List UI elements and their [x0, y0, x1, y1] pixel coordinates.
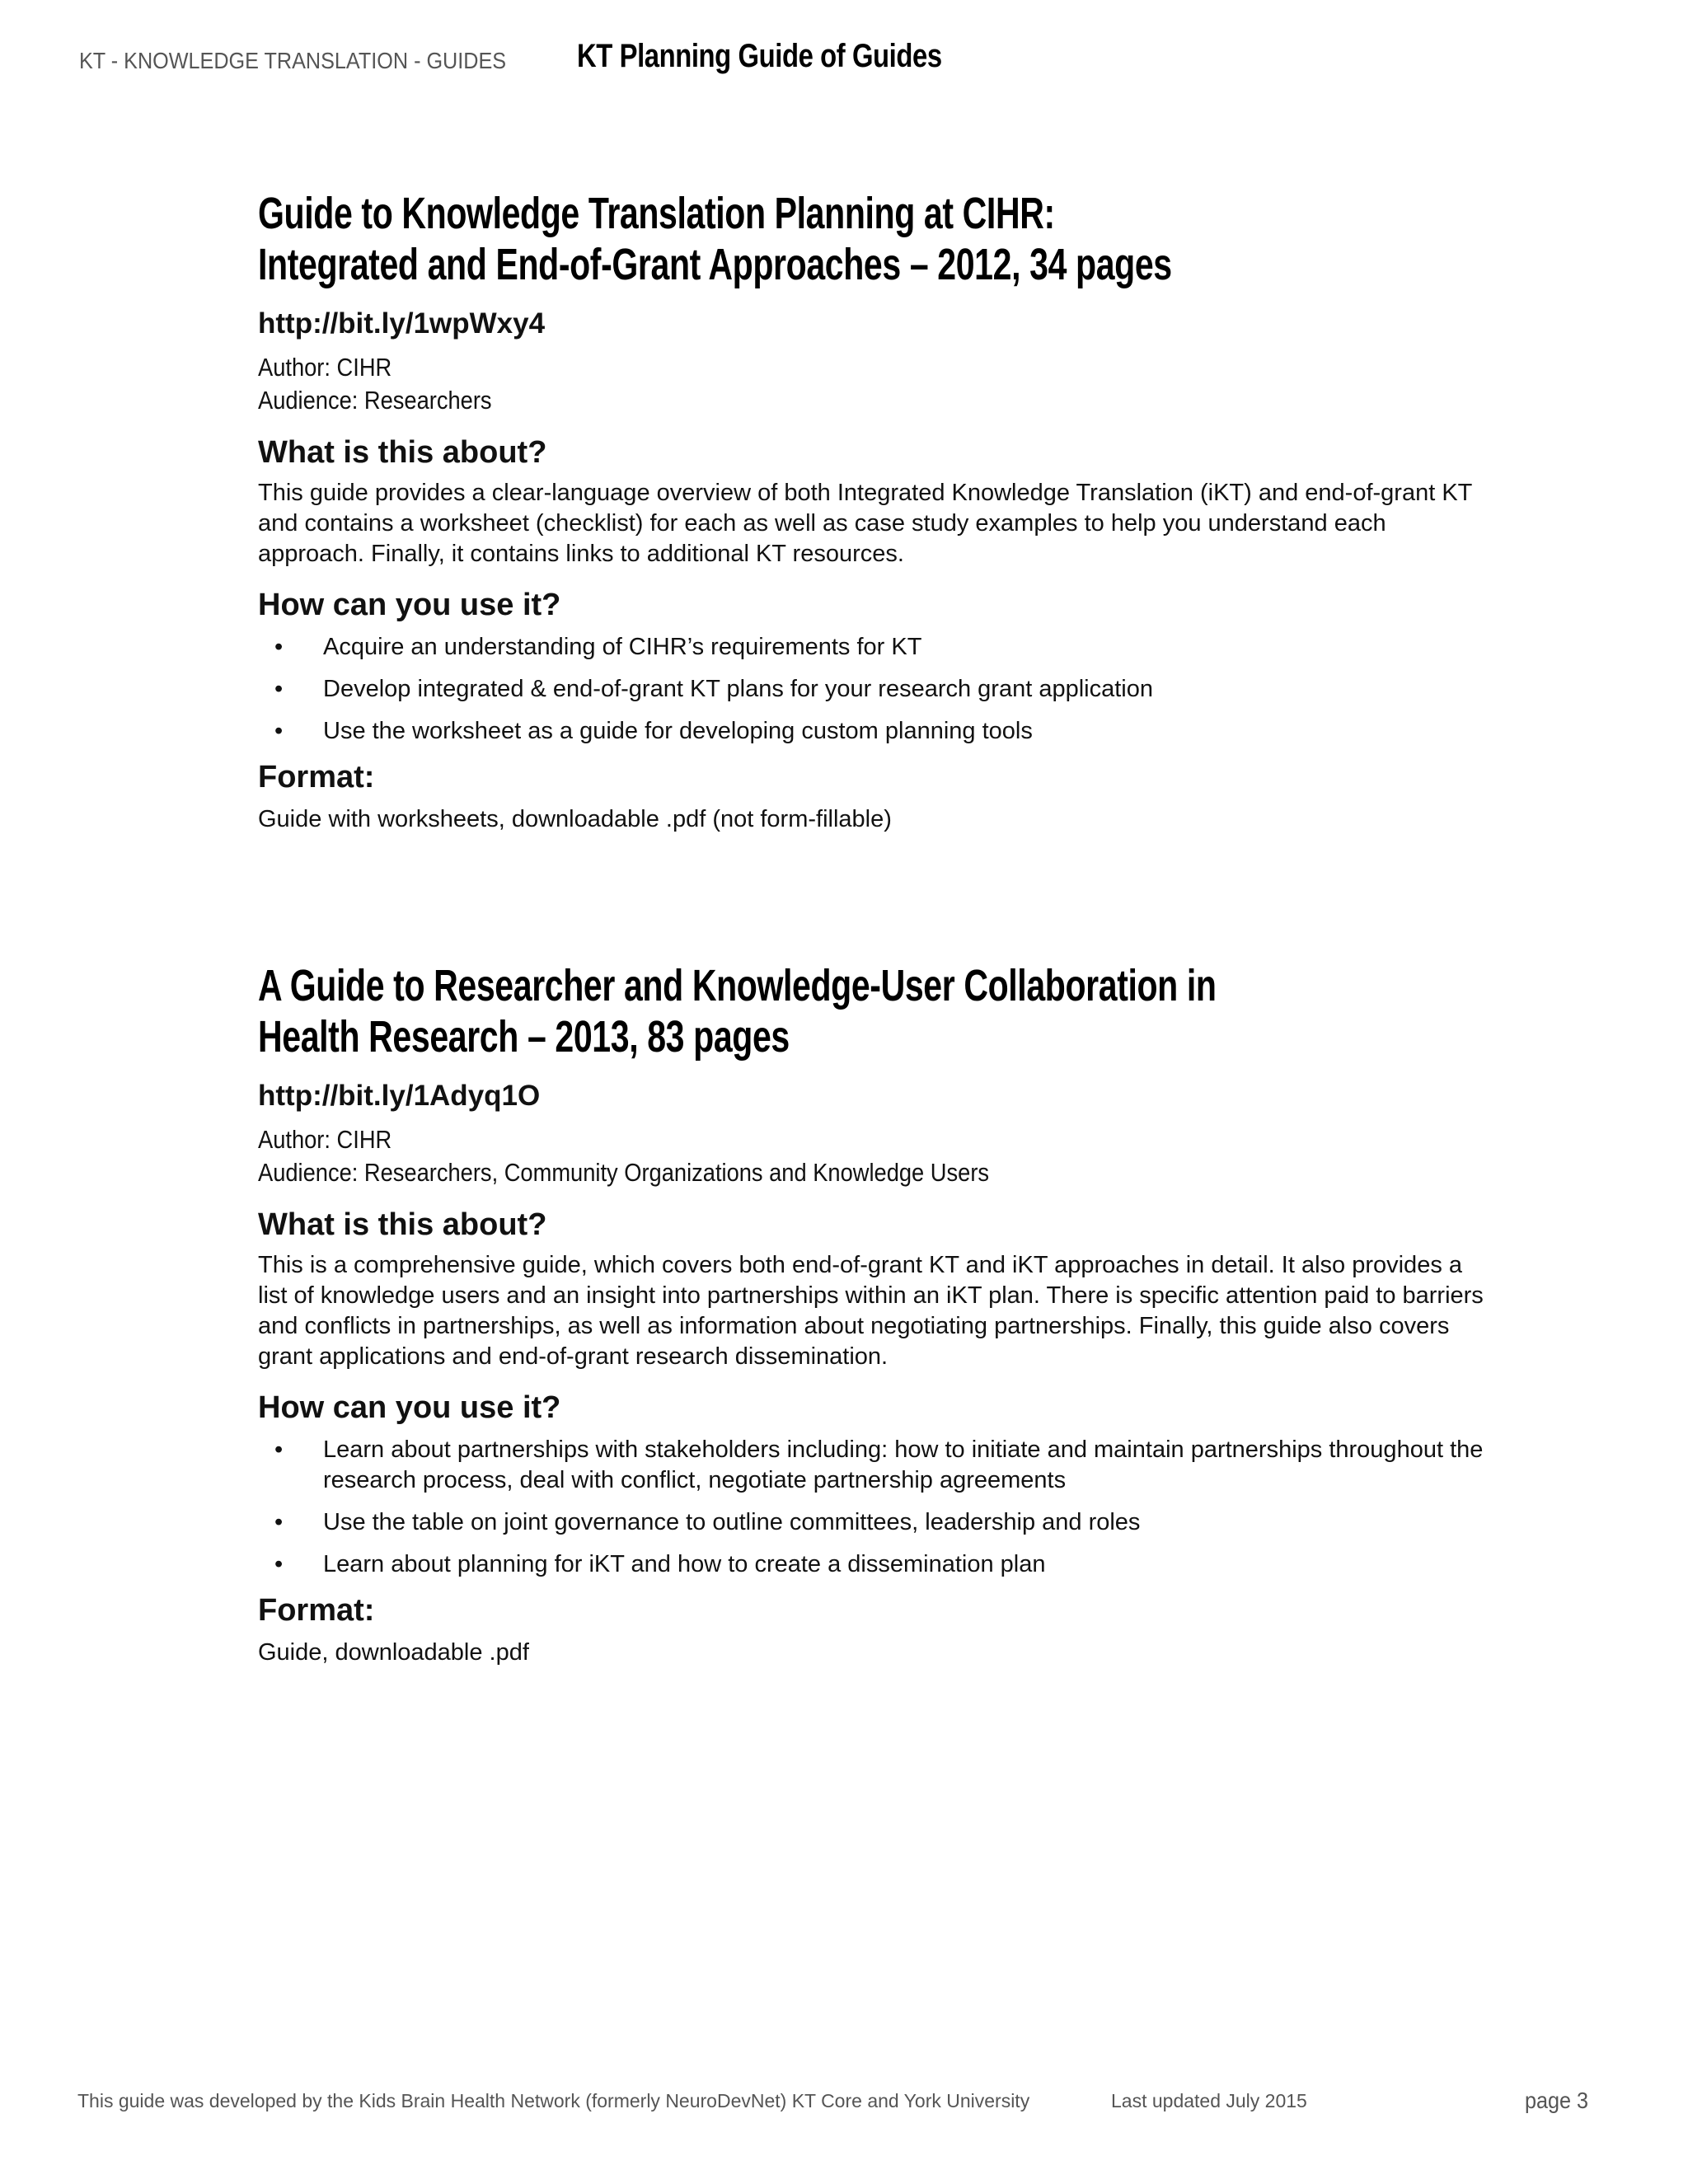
about-text: This is a comprehensive guide, which covers both end-of-grant KT and iKT approaches in detail. It also provides a list of knowledge users and an insight into partnerships within an iKT plan. There is specific attention paid to barriers and conflicts in partnerships, as well as information about negotiating partnerships. Finally, this guide also covers grant applications and end-of-grant research dissemination. — [258, 1252, 1484, 1370]
guide-link[interactable]: http://bit.ly/1Adyq1O — [258, 1080, 541, 1112]
page-number: page 3 — [1525, 2088, 1589, 2113]
list-item-text: Develop integrated & end-of-grant KT plans for your research grant application — [323, 676, 1153, 702]
format-heading: Format: — [258, 760, 375, 794]
bullet-icon: • — [274, 718, 284, 744]
guide-entry-1 — [258, 188, 1494, 835]
list-item — [258, 1507, 1493, 1538]
list-item — [258, 674, 1493, 705]
about-text: This guide provides a clear-language overview of both Integrated Knowledge Translation (iKT) and end-of-grant KT and contains a worksheet (checklist) for each as well as case study examples to help you understand each approach. Finally, it contains links to additional KT resources. — [258, 480, 1472, 567]
list-item-text: Use the worksheet as a guide for developing custom planning tools — [323, 718, 1033, 744]
list-item — [258, 1549, 1493, 1580]
use-list — [258, 1435, 1494, 1580]
list-item-text: Learn about planning for iKT and how to create a dissemination plan — [323, 1551, 1046, 1577]
guide-meta — [258, 1123, 1346, 1189]
about-heading: What is this about? — [258, 1207, 547, 1242]
bullet-icon: • — [274, 676, 284, 702]
guide-audience: Audience: Researchers, Community Organizations and Knowledge Users — [258, 1158, 990, 1187]
list-item — [258, 1435, 1493, 1496]
footer-credit: This guide was developed by the Kids Brain Health Network (formerly NeuroDevNet) KT Core and York University — [77, 2090, 1030, 2111]
list-item — [258, 632, 1493, 663]
guide-title-line-2: Integrated and End-of-Grant Approaches – 2012, 34 pages — [258, 240, 1172, 289]
guide-author: Author: CIHR — [258, 353, 392, 382]
list-item-text: Learn about partnerships with stakeholders including: how to initiate and maintain partnerships throughout the research process, deal with conflict, negotiate partnership agreements — [323, 1436, 1484, 1493]
bullet-icon: • — [274, 1551, 284, 1577]
bullet-icon: • — [274, 1436, 284, 1463]
guide-entry-2 — [258, 960, 1494, 1668]
format-heading: Format: — [258, 1593, 375, 1628]
use-heading: How can you use it? — [258, 588, 561, 622]
guide-title-line-1: Guide to Knowledge Translation Planning at CIHR: — [258, 189, 1055, 238]
guide-link[interactable]: http://bit.ly/1wpWxy4 — [258, 307, 546, 340]
list-item-text: Use the table on joint governance to outline committees, leadership and roles — [323, 1509, 1141, 1535]
guide-author: Author: CIHR — [258, 1125, 392, 1154]
guide-audience: Audience: Researchers — [258, 386, 492, 415]
guide-title — [258, 960, 1217, 1062]
format-text: Guide, downloadable .pdf — [258, 1639, 529, 1666]
use-heading: How can you use it? — [258, 1390, 561, 1425]
list-item — [258, 716, 1493, 747]
guide-title — [258, 188, 1198, 290]
list-item-text: Acquire an understanding of CIHR’s requirements for KT — [323, 634, 922, 660]
bullet-icon: • — [274, 1509, 284, 1535]
header-section-label: KT - KNOWLEDGE TRANSLATION - GUIDES — [79, 48, 507, 73]
use-list — [258, 632, 1494, 747]
guide-meta — [258, 351, 1346, 417]
about-heading: What is this about? — [258, 435, 547, 470]
bullet-icon: • — [274, 634, 284, 660]
guide-title-line-1: A Guide to Researcher and Knowledge-User Collaboration in — [258, 961, 1217, 1010]
header-document-title: KT Planning Guide of Guides — [577, 38, 942, 74]
guide-title-line-2: Health Research – 2013, 83 pages — [258, 1012, 790, 1062]
format-text: Guide with worksheets, downloadable .pdf (not form-fillable) — [258, 806, 892, 832]
footer-updated: Last updated July 2015 — [1111, 2090, 1307, 2111]
